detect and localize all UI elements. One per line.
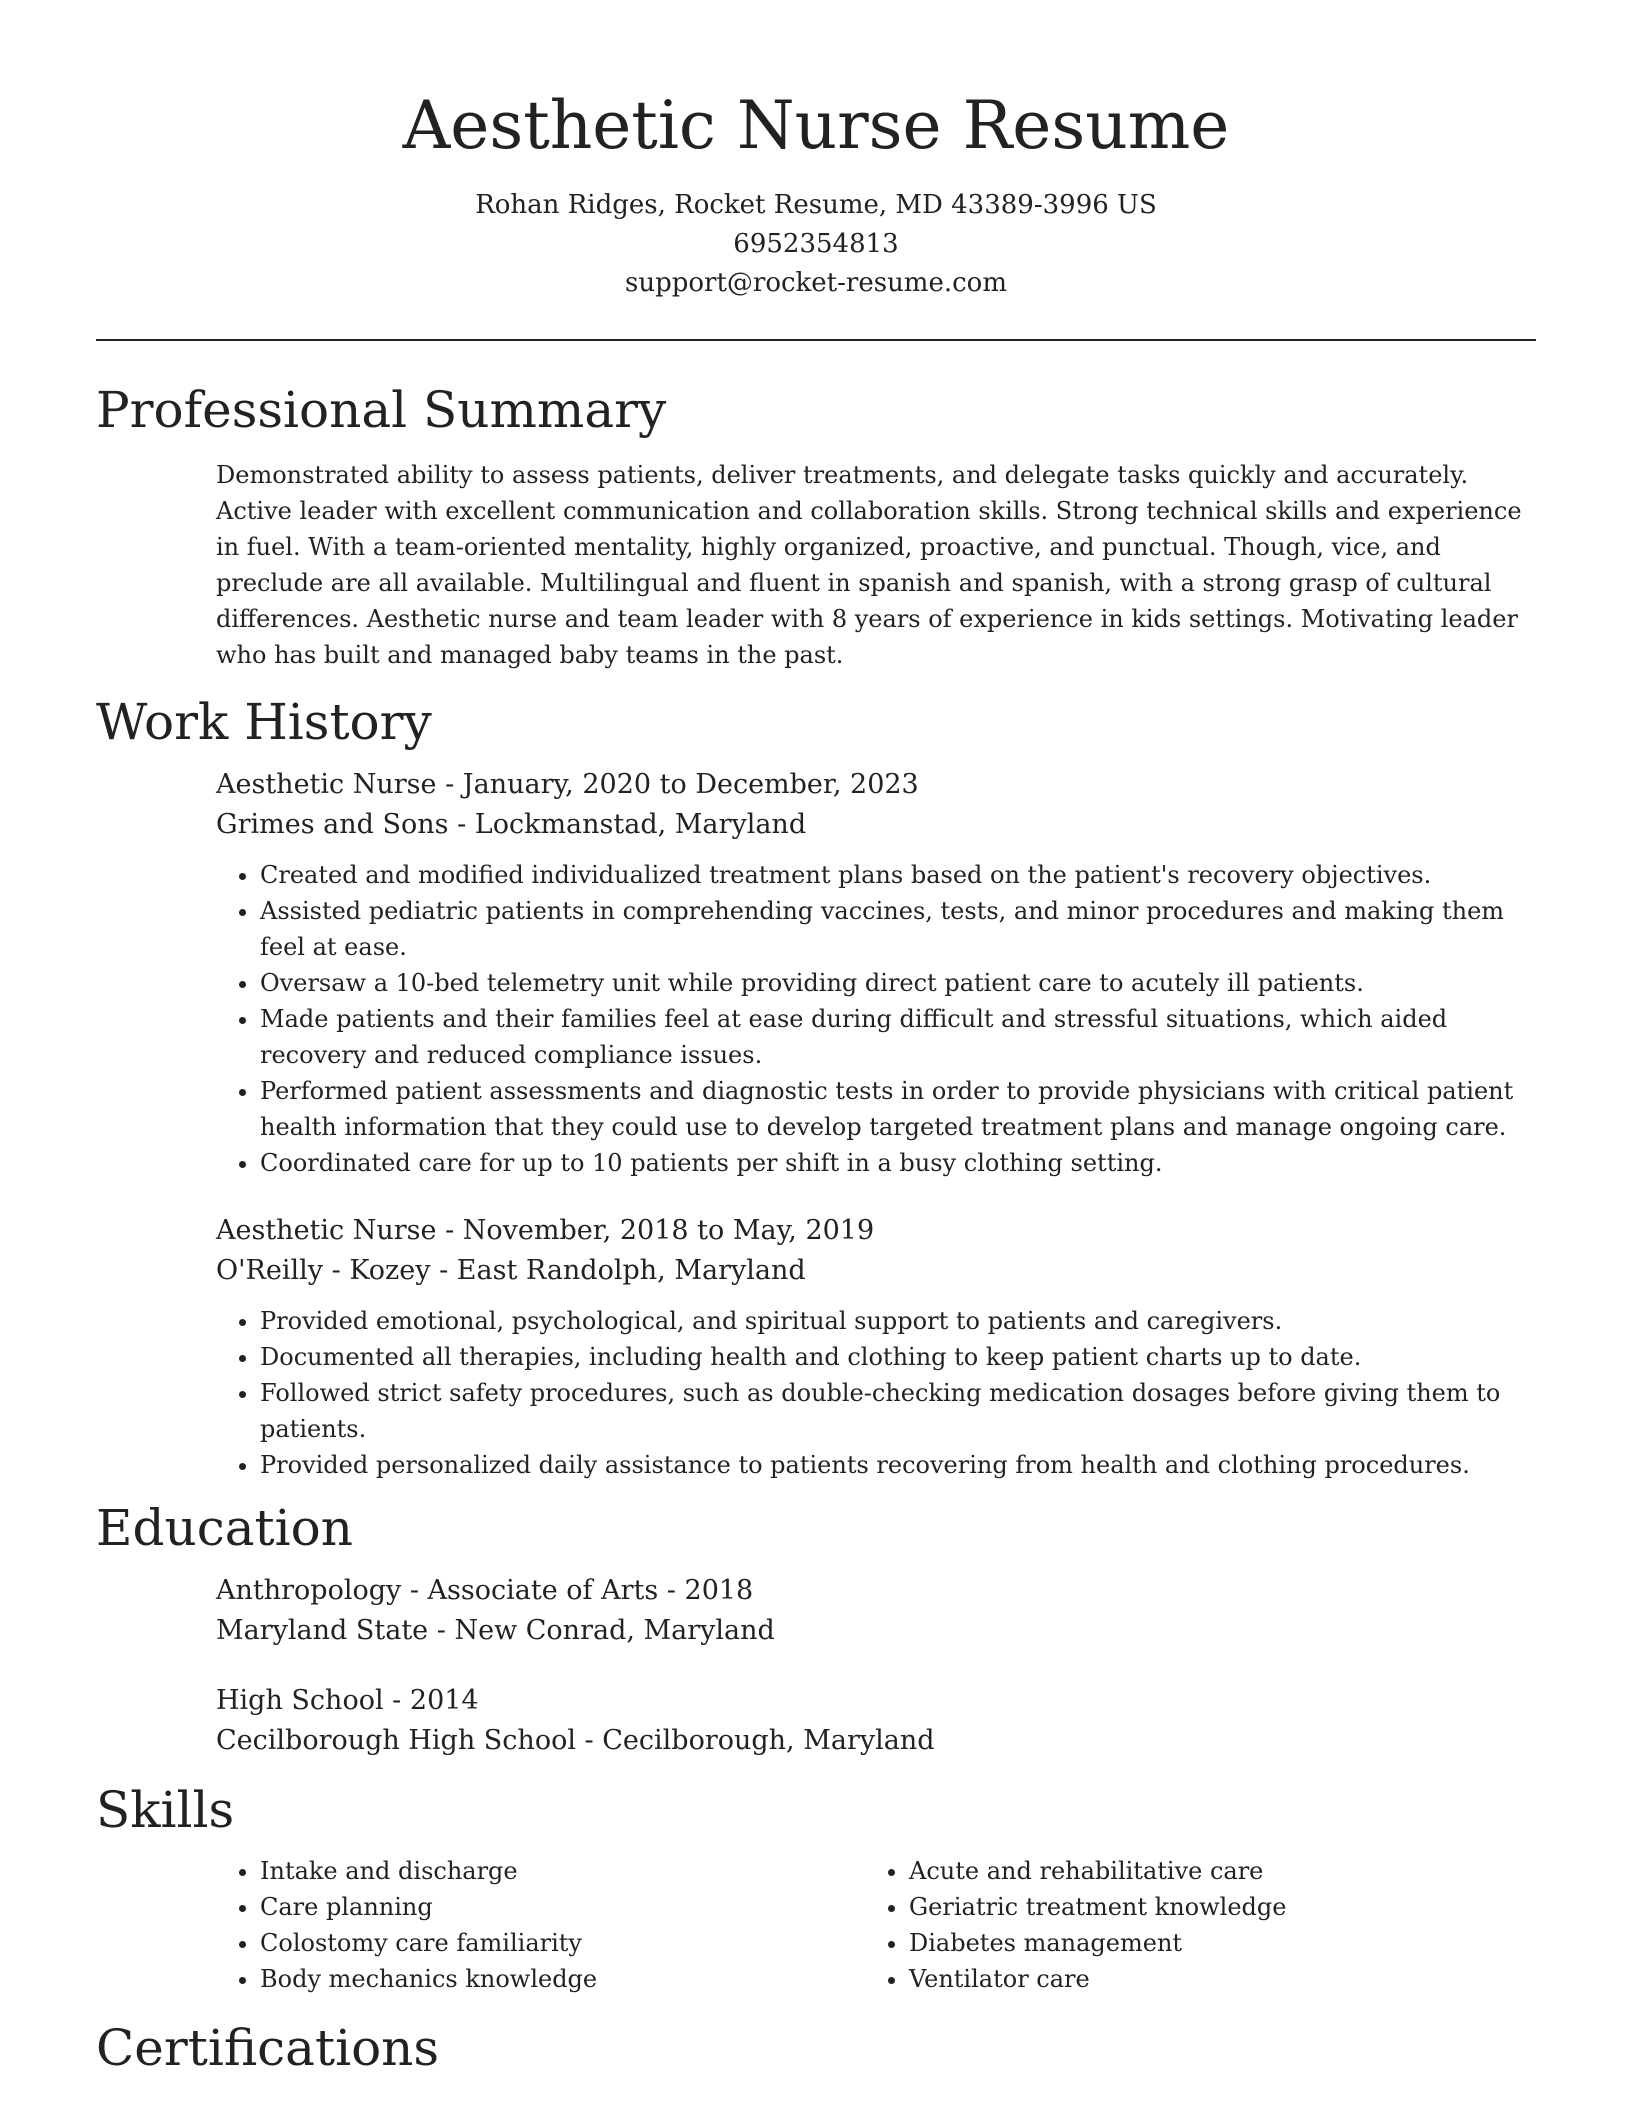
contact-phone: 6952354813 — [733, 229, 899, 259]
education-entry — [216, 1571, 1536, 1651]
education-degree-line: High School - 2014 — [216, 1685, 479, 1716]
list-item: • Created and modified individualized treatment plans based on the patient's recovery objectives. — [260, 857, 1536, 893]
resume-page — [96, 0, 1536, 2079]
list-item: • Provided emotional, psychological, and spiritual support to patients and caregivers. — [260, 1303, 1536, 1339]
education-school: Maryland State — [216, 1615, 429, 1646]
list-item: • Assisted pediatric patients in comprehending vaccines, tests, and minor procedures and making them feel at ease. — [260, 893, 1536, 965]
header-divider — [96, 339, 1536, 341]
job-title: Aesthetic Nurse — [216, 1215, 437, 1246]
job-title-line: Aesthetic Nurse - November, 2018 to May, 2019 — [216, 1215, 875, 1246]
list-item: • Ventilator care — [909, 1961, 1514, 1997]
education-heading: Education — [96, 1499, 353, 1557]
job-bullets — [216, 1303, 1536, 1483]
job-company-line: O'Reilly - Kozey - East Randolph, Maryland — [216, 1255, 806, 1286]
education-degree: High School — [216, 1685, 384, 1716]
list-item: • Coordinated care for up to 10 patients per shift in a busy clothing setting. — [260, 1145, 1536, 1181]
skills-column-left — [216, 1853, 865, 1997]
education-degree: Anthropology - Associate of Arts — [216, 1575, 659, 1606]
list-item: • Colostomy care familiarity — [260, 1925, 865, 1961]
job-location: Lockmanstad, Maryland — [474, 809, 807, 840]
job-dates: November, 2018 to May, 2019 — [462, 1215, 875, 1246]
list-item: • Geriatric treatment knowledge — [909, 1889, 1514, 1925]
job-company: Grimes and Sons — [216, 809, 449, 840]
list-item: • Care planning — [260, 1889, 865, 1925]
job-entry — [216, 765, 1536, 1181]
work-heading: Work History — [96, 693, 432, 751]
job-bullets — [216, 857, 1536, 1181]
certifications-heading: Certifications — [96, 2019, 440, 2077]
education-year: 2014 — [409, 1685, 479, 1716]
education-school-line: Cecilborough High School - Cecilborough, Maryland — [216, 1725, 935, 1756]
list-item: • Made patients and their families feel at ease during difficult and stressful situations, which aided recovery and reduced compliance issues. — [260, 1001, 1536, 1073]
list-item: • Provided personalized daily assistance to patients recovering from health and clothing procedures. — [260, 1447, 1536, 1483]
list-item: • Performed patient assessments and diagnostic tests in order to provide physicians with critical patient health information that they could use to develop targeted treatment plans and manage ongoing care. — [260, 1073, 1536, 1145]
resume-title: Aesthetic Nurse Resume — [402, 87, 1230, 164]
education-entry — [216, 1681, 1536, 1761]
education-year: 2018 — [684, 1575, 754, 1606]
skills-list — [216, 1853, 1536, 1997]
contact-address: Rohan Ridges, Rocket Resume, MD 43389-3996 US — [475, 190, 1157, 220]
education-location: New Conrad, Maryland — [454, 1615, 775, 1646]
education-location: Cecilborough, Maryland — [602, 1725, 935, 1756]
list-item: • Acute and rehabilitative care — [909, 1853, 1514, 1889]
education-school: Cecilborough High School — [216, 1725, 576, 1756]
skills-heading: Skills — [96, 1781, 235, 1839]
job-location: East Randolph, Maryland — [456, 1255, 806, 1286]
list-item: • Oversaw a 10-bed telemetry unit while providing direct patient care to acutely ill patients. — [260, 965, 1536, 1001]
summary-text: Demonstrated ability to assess patients, deliver treatments, and delegate tasks quickly and accurately. Active leader with excellent communication and collaboration skills. Strong technical skills and experience in fuel. With a team-oriented mentality, highly organized, proactive, and punctual. Though, vice, and preclude are all available. Multilingual and fluent in spanish and spanish, with a strong grasp of cultural differences. Aesthetic nurse and team leader with 8 years of experience in kids settings. Motivating leader who has built and managed baby teams in the past. — [216, 461, 1522, 669]
job-dates: January, 2020 to December, 2023 — [462, 769, 919, 800]
contact-block — [96, 186, 1536, 303]
list-item: • Followed strict safety procedures, such as double-checking medication dosages before giving them to patients. — [260, 1375, 1536, 1447]
list-item: • Intake and discharge — [260, 1853, 865, 1889]
list-item: • Documented all therapies, including health and clothing to keep patient charts up to date. — [260, 1339, 1536, 1375]
list-item: • Diabetes management — [909, 1925, 1514, 1961]
list-item: • Body mechanics knowledge — [260, 1961, 865, 1997]
education-school-line: Maryland State - New Conrad, Maryland — [216, 1615, 775, 1646]
job-title-line: Aesthetic Nurse - January, 2020 to December, 2023 — [216, 769, 919, 800]
job-entry — [216, 1211, 1536, 1483]
job-company: O'Reilly - Kozey — [216, 1255, 431, 1286]
skills-column-right — [865, 1853, 1514, 1997]
summary-heading: Professional Summary — [96, 381, 667, 439]
job-company-line: Grimes and Sons - Lockmanstad, Maryland — [216, 809, 807, 840]
education-degree-line: Anthropology - Associate of Arts - 2018 — [216, 1575, 754, 1606]
contact-email: support@rocket-resume.com — [624, 268, 1007, 298]
resume-header — [96, 0, 1536, 303]
job-title: Aesthetic Nurse — [216, 769, 437, 800]
